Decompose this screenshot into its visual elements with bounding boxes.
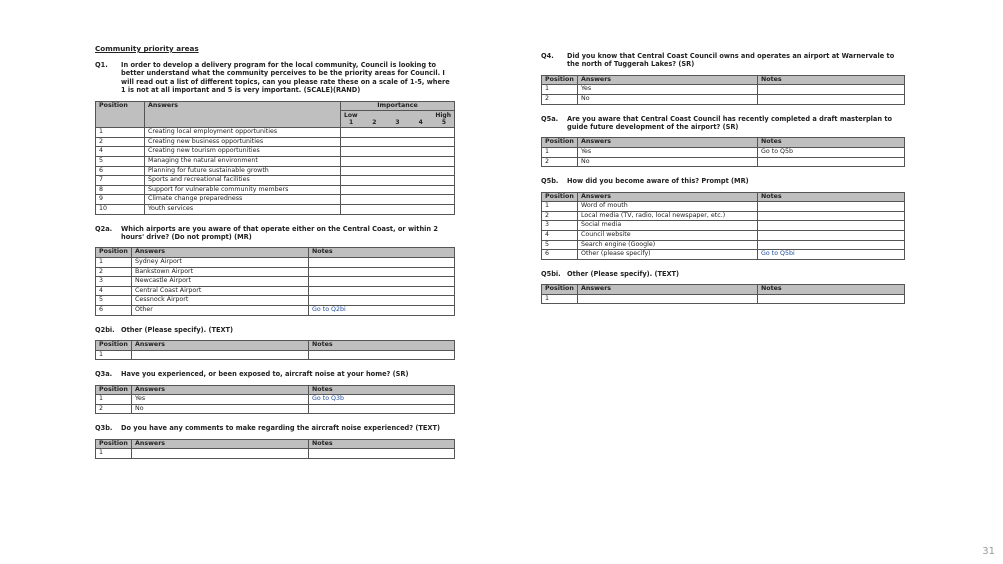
position-cell: 1 <box>96 257 132 267</box>
importance-cell <box>341 128 455 138</box>
scale-low-label: Low <box>344 112 358 120</box>
notes-cell <box>309 257 455 267</box>
importance-cell <box>341 176 455 186</box>
position-cell: 4 <box>96 286 132 296</box>
header-answers: Answers <box>132 340 309 350</box>
table-row <box>96 296 455 306</box>
position-cell: 5 <box>96 157 145 167</box>
question-q3b <box>95 424 455 432</box>
notes-cell <box>309 350 455 360</box>
position-cell: 7 <box>96 176 145 186</box>
notes-cell <box>309 296 455 306</box>
q3a-table <box>95 385 455 415</box>
position-cell: 6 <box>96 305 132 315</box>
position-cell: 4 <box>542 230 578 240</box>
header-answers: Answers <box>578 75 758 85</box>
answer-cell <box>578 294 758 304</box>
position-cell: 8 <box>96 185 145 195</box>
position-cell: 2 <box>96 267 132 277</box>
question-text: In order to develop a delivery program for the local community, Council is looking to better understand what the community perceives to be the priority areas for Council. I will read out a list of different topics, can you please rate these on a scale of 1-5, where 1 is not at all important and 5 is very important. (SCALE)(RAND) <box>121 61 450 95</box>
notes-cell: Go to Q5b <box>758 148 905 158</box>
position-cell: 2 <box>542 95 578 105</box>
position-cell: 2 <box>96 137 145 147</box>
question-number: Q1. <box>95 61 108 69</box>
answer-cell: No <box>132 404 309 414</box>
table-row <box>96 128 455 138</box>
header-position: Position <box>542 138 578 148</box>
table-row <box>96 404 455 414</box>
notes-cell <box>758 230 905 240</box>
question-text: How did you become aware of this? Prompt (MR) <box>567 177 749 186</box>
answer-cell: Yes <box>578 85 758 95</box>
notes-link[interactable]: Go to Q3b <box>309 395 455 405</box>
question-q2a <box>95 225 455 242</box>
position-cell: 5 <box>96 296 132 306</box>
question-q5b <box>541 177 905 185</box>
right-column <box>541 52 905 314</box>
header-position: Position <box>96 439 132 449</box>
scale-2: 2 <box>372 119 377 127</box>
header-notes: Notes <box>309 385 455 395</box>
answer-cell: Creating new business opportunities <box>145 137 341 147</box>
position-cell: 6 <box>96 166 145 176</box>
answer-cell: Central Coast Airport <box>132 286 309 296</box>
question-number: Q5b. <box>541 177 559 186</box>
table-row <box>542 85 905 95</box>
question-q3a <box>95 370 455 378</box>
q2bi-table <box>95 340 455 360</box>
question-q5bi <box>541 270 905 278</box>
importance-cell <box>341 157 455 167</box>
table-row <box>542 202 905 212</box>
table-row <box>542 230 905 240</box>
notes-cell <box>758 294 905 304</box>
question-text: Did you know that Central Coast Council owns and operates an airport at Warnervale to the north of Tuggerah Lakes? (SR) <box>567 52 895 69</box>
position-cell: 5 <box>542 240 578 250</box>
notes-cell <box>758 221 905 231</box>
answer-cell: Local media (TV, radio, local newspaper, etc.) <box>578 211 758 221</box>
position-cell: 3 <box>542 221 578 231</box>
position-cell: 4 <box>96 147 145 157</box>
table-row <box>96 277 455 287</box>
table-row <box>96 137 455 147</box>
header-answers: Answers <box>578 138 758 148</box>
position-cell: 1 <box>96 128 145 138</box>
header-notes: Notes <box>758 192 905 202</box>
position-cell: 1 <box>96 395 132 405</box>
header-notes: Notes <box>309 248 455 258</box>
answer-cell: Planning for future sustainable growth <box>145 166 341 176</box>
question-q1 <box>95 61 455 95</box>
answer-cell <box>132 449 309 459</box>
answer-cell: Council website <box>578 230 758 240</box>
table-row <box>96 166 455 176</box>
table-row <box>96 286 455 296</box>
header-notes: Notes <box>758 138 905 148</box>
table-row <box>542 294 905 304</box>
table-row <box>96 267 455 277</box>
table-row <box>96 449 455 459</box>
question-number: Q4. <box>541 52 554 60</box>
q4-table <box>541 75 905 105</box>
table-row <box>96 257 455 267</box>
importance-scale <box>341 111 455 128</box>
question-q2bi <box>95 326 455 334</box>
header-importance: Importance <box>341 101 455 111</box>
question-number: Q2a. <box>95 224 113 233</box>
question-q5a <box>541 115 905 132</box>
notes-link[interactable]: Go to Q5bi <box>758 250 905 260</box>
answer-cell: Search engine (Google) <box>578 240 758 250</box>
scale-4: 4 <box>418 119 423 127</box>
table-row <box>96 305 455 315</box>
answer-cell: Social media <box>578 221 758 231</box>
question-number: Q3b. <box>95 424 113 433</box>
q5a-table <box>541 137 905 167</box>
notes-cell <box>758 211 905 221</box>
notes-cell <box>309 404 455 414</box>
q1-table <box>95 101 455 215</box>
question-q4 <box>541 52 905 69</box>
importance-cell <box>341 195 455 205</box>
answer-cell: Newcastle Airport <box>132 277 309 287</box>
answer-cell: Creating new tourism opportunities <box>145 147 341 157</box>
importance-cell <box>341 204 455 214</box>
notes-cell <box>758 157 905 167</box>
table-row <box>542 148 905 158</box>
header-answers: Answers <box>132 439 309 449</box>
answer-cell: Yes <box>578 148 758 158</box>
answer-cell: Word of mouth <box>578 202 758 212</box>
table-row <box>96 157 455 167</box>
notes-cell <box>758 85 905 95</box>
question-number: Q3a. <box>95 370 113 379</box>
question-text: Have you experienced, or been exposed to, aircraft noise at your home? (SR) <box>121 370 409 379</box>
table-row <box>542 240 905 250</box>
position-cell: 1 <box>542 148 578 158</box>
header-notes: Notes <box>758 285 905 295</box>
importance-cell <box>341 137 455 147</box>
header-answers: Answers <box>578 192 758 202</box>
left-column <box>95 44 455 469</box>
answer-cell: Support for vulnerable community members <box>145 185 341 195</box>
answer-cell: Sydney Airport <box>132 257 309 267</box>
answer-cell: Other <box>132 305 309 315</box>
importance-cell <box>341 147 455 157</box>
header-notes: Notes <box>309 439 455 449</box>
notes-cell <box>758 240 905 250</box>
position-cell: 1 <box>96 449 132 459</box>
table-row <box>542 221 905 231</box>
header-answers: Answers <box>132 248 309 258</box>
answer-cell: Other (please specify) <box>578 250 758 260</box>
position-cell: 1 <box>96 350 132 360</box>
notes-cell <box>309 277 455 287</box>
answer-cell: Climate change preparedness <box>145 195 341 205</box>
notes-cell <box>309 267 455 277</box>
scale-high-label: High <box>435 112 451 120</box>
answer-cell: Sports and recreational facilities <box>145 176 341 186</box>
table-row <box>542 211 905 221</box>
importance-cell <box>341 166 455 176</box>
header-position: Position <box>96 248 132 258</box>
notes-cell <box>758 202 905 212</box>
answer-cell <box>132 350 309 360</box>
importance-cell <box>341 185 455 195</box>
table-row <box>542 95 905 105</box>
question-text: Other (Please specify). (TEXT) <box>567 269 680 278</box>
answer-cell: Yes <box>132 395 309 405</box>
header-answers: Answers <box>145 101 341 128</box>
page-number: 31 <box>982 546 995 557</box>
position-cell: 2 <box>542 157 578 167</box>
question-number: Q5bi. <box>541 269 561 278</box>
section-title: Community priority areas <box>95 44 199 53</box>
scale-3: 3 <box>395 119 400 127</box>
answer-cell: No <box>578 157 758 167</box>
question-number: Q5a. <box>541 114 559 123</box>
answer-cell: No <box>578 95 758 105</box>
header-position: Position <box>96 101 145 128</box>
header-position: Position <box>542 285 578 295</box>
position-cell: 1 <box>542 202 578 212</box>
table-row <box>96 204 455 214</box>
scale-1: 1 <box>349 119 354 127</box>
answer-cell: Bankstown Airport <box>132 267 309 277</box>
question-text: Which airports are you aware of that operate either on the Central Coast, or within 2 hours' drive? (Do not prompt) (MR) <box>121 224 438 241</box>
header-notes: Notes <box>758 75 905 85</box>
position-cell: 10 <box>96 204 145 214</box>
question-text: Other (Please specify). (TEXT) <box>121 325 234 334</box>
answer-cell: Cessnock Airport <box>132 296 309 306</box>
header-notes: Notes <box>309 340 455 350</box>
table-row <box>96 147 455 157</box>
q3b-table <box>95 439 455 459</box>
position-cell: 1 <box>542 294 578 304</box>
scale-5: 5 <box>441 119 446 127</box>
position-cell: 1 <box>542 85 578 95</box>
table-row <box>542 250 905 260</box>
notes-cell <box>309 286 455 296</box>
table-row <box>96 176 455 186</box>
position-cell: 3 <box>96 277 132 287</box>
header-position: Position <box>542 75 578 85</box>
q5bi-table <box>541 284 905 304</box>
header-answers: Answers <box>132 385 309 395</box>
answer-cell: Creating local employment opportunities <box>145 128 341 138</box>
notes-link[interactable]: Go to Q2bi <box>309 305 455 315</box>
question-text: Are you aware that Central Coast Council has recently completed a draft masterplan to guide future development of the airport? (SR) <box>567 114 893 131</box>
q2a-table <box>95 247 455 315</box>
table-row <box>96 395 455 405</box>
header-answers: Answers <box>578 285 758 295</box>
header-position: Position <box>542 192 578 202</box>
notes-cell <box>309 449 455 459</box>
position-cell: 9 <box>96 195 145 205</box>
position-cell: 2 <box>542 211 578 221</box>
table-row <box>542 157 905 167</box>
header-position: Position <box>96 340 132 350</box>
header-position: Position <box>96 385 132 395</box>
q5b-table <box>541 192 905 260</box>
table-row <box>96 195 455 205</box>
table-row <box>96 350 455 360</box>
notes-cell <box>758 95 905 105</box>
answer-cell: Youth services <box>145 204 341 214</box>
position-cell: 2 <box>96 404 132 414</box>
question-number: Q2bi. <box>95 325 115 334</box>
table-row <box>96 185 455 195</box>
answer-cell: Managing the natural environment <box>145 157 341 167</box>
question-text: Do you have any comments to make regarding the aircraft noise experienced? (TEXT) <box>121 424 440 433</box>
position-cell: 6 <box>542 250 578 260</box>
